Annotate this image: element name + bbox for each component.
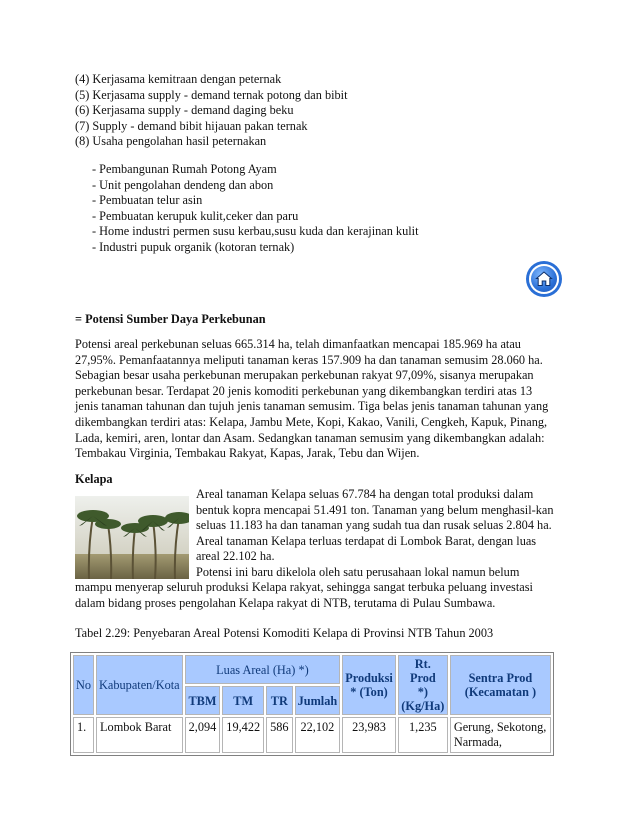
cell-tr: 586 [266,717,292,753]
paragraph-line: dikembangkan terdiri atas: Kelapa, Jambu Mete, Kopi, Kakao, Vanili, Cengkeh, Kapuk, Pinang, [75,414,548,429]
paragraph-line: mampu menyerap seluruh produksi Kelapa rakyat, sehingga sangat terbuka peluang investasi [75,580,533,594]
paragraph-line: Areal tanaman Kelapa terluas terdapat di Lombok Barat, dengan luas [196,533,537,548]
home-icon [535,270,553,288]
header-rt-prod-line: *) [417,685,428,699]
paragraph-line: Lada, kemiri, aren, lontar dan Asam. Sedangkan tanaman semusim yang dikembangkan adalah: [75,430,545,445]
cell-sentra-line: Narmada, [453,735,502,749]
header-tr: TR [266,686,292,715]
paragraph-line: bentuk kopra mencapai 51.491 ton. Tanaman yang belum menghasil-kan [196,502,554,517]
cell-sentra-line: Gerung, Sekotong, [453,720,547,734]
cell-tm: 19,422 [222,717,264,753]
header-no: No [73,655,94,715]
list-item: (6) Kerjasama supply - demand daging beku [75,103,294,118]
paragraph-line: dalam bidang proses pengolahan Kelapa rakyat di NTB, terutama di Pulau Sumbawa. [75,595,496,610]
coconut-plantation-photo [75,496,189,579]
cell-jumlah: 22,102 [295,717,341,753]
paragraph-line: areal 22.102 ha. [196,549,275,564]
table-caption: Tabel 2.29: Penyebaran Areal Potensi Komoditi Kelapa di Provinsi NTB Tahun 2003 [75,626,494,640]
plantation-paragraph [75,337,565,462]
cell-rt-prod: 1,235 [398,717,448,753]
cell-produksi: 23,983 [342,717,396,753]
list-item: - Pembuatan kerupuk kulit,ceker dan paru [92,208,299,223]
header-sentra-line: Sentra Prod [468,671,533,685]
cell-no: 1. [73,717,94,753]
list-item: - Unit pengolahan dendeng dan abon [92,177,274,192]
header-produksi [342,655,396,715]
header-rt-prod-line: Rt. Prod [409,657,436,685]
paragraph-line: Sebagian besar usaha perkebunan merupakan perkebunan rakyat 97,09%, sisanya merupakan [75,368,534,383]
kelapa-distribution-table [70,652,554,756]
header-rt-prod [398,655,448,715]
header-jumlah: Jumlah [295,686,341,715]
list-item: - Pembuatan telur asin [92,193,203,208]
paragraph-line: 27,95%. Pemanfaatannya meliputi tanaman keras 157.909 ha dan tanaman semusim 28.060 ha. [75,352,543,367]
kelapa-paragraph [196,487,566,581]
table-row [73,717,551,753]
paragraph-line: Areal tanaman Kelapa seluas 67.784 ha dengan total produksi dalam [196,487,534,501]
header-kabupaten: Kabupaten/Kota [96,655,183,715]
paragraph-line: jenis tanaman tahunan dan tujuh jenis tanaman semusim. Tiga belas jenis tanaman tahunan yang [75,399,549,414]
list-item: (4) Kerjasama kemitraan dengan peternak [75,72,282,86]
kelapa-paragraph-continued [75,580,565,611]
header-luas-areal: Luas Areal (Ha) *) [185,655,341,684]
paragraph-line: seluas 11.183 ha dan tanaman yang sudah tua dan rusak seluas 2.804 ha. [196,518,552,533]
header-sentra-line: (Kecamatan ) [464,685,537,699]
paragraph-line: Potensi areal perkebunan seluas 665.314 ha, telah dimanfaatkan mencapai 185.969 ha atau [75,337,521,351]
header-tbm: TBM [185,686,221,715]
header-rt-prod-line: (Kg/Ha) [401,699,445,713]
cell-tbm: 2,094 [185,717,221,753]
header-tm: TM [222,686,264,715]
list-item: - Industri pupuk organik (kotoran ternak) [92,239,295,254]
cell-sentra [450,717,551,753]
header-sentra-prod [450,655,551,715]
header-produksi-line: Produksi [345,671,393,685]
paragraph-line: Tembakau Virginia, Tembakau Rakyat, Kapas, Jarak, Tebu dan Wijen. [75,446,420,461]
cell-kabupaten: Lombok Barat [96,717,183,753]
paragraph-line: perkebunan besar. Terdapat 20 jenis komoditi perkebunan yang dikembangkan terdiri atas 13 [75,383,533,398]
home-button[interactable] [529,264,559,294]
kelapa-heading: Kelapa [75,472,113,486]
list-item: (5) Kerjasama supply - demand ternak potong dan bibit [75,87,348,102]
list-item: (7) Supply - demand bibit hijauan pakan ternak [75,118,308,133]
list-item: - Home industri permen susu kerbau,susu kuda dan kerajinan kulit [92,224,419,239]
processing-sublist [92,162,572,256]
paragraph-line: Potensi ini baru dikelola oleh satu perusahaan lokal namun belum [196,564,520,579]
farming-cooperation-list [75,72,575,150]
list-item: - Pembangunan Rumah Potong Ayam [92,162,277,176]
section-heading: = Potensi Sumber Daya Perkebunan [75,312,266,326]
header-produksi-line: * (Ton) [350,685,388,699]
list-item: (8) Usaha pengolahan hasil peternakan [75,134,267,149]
